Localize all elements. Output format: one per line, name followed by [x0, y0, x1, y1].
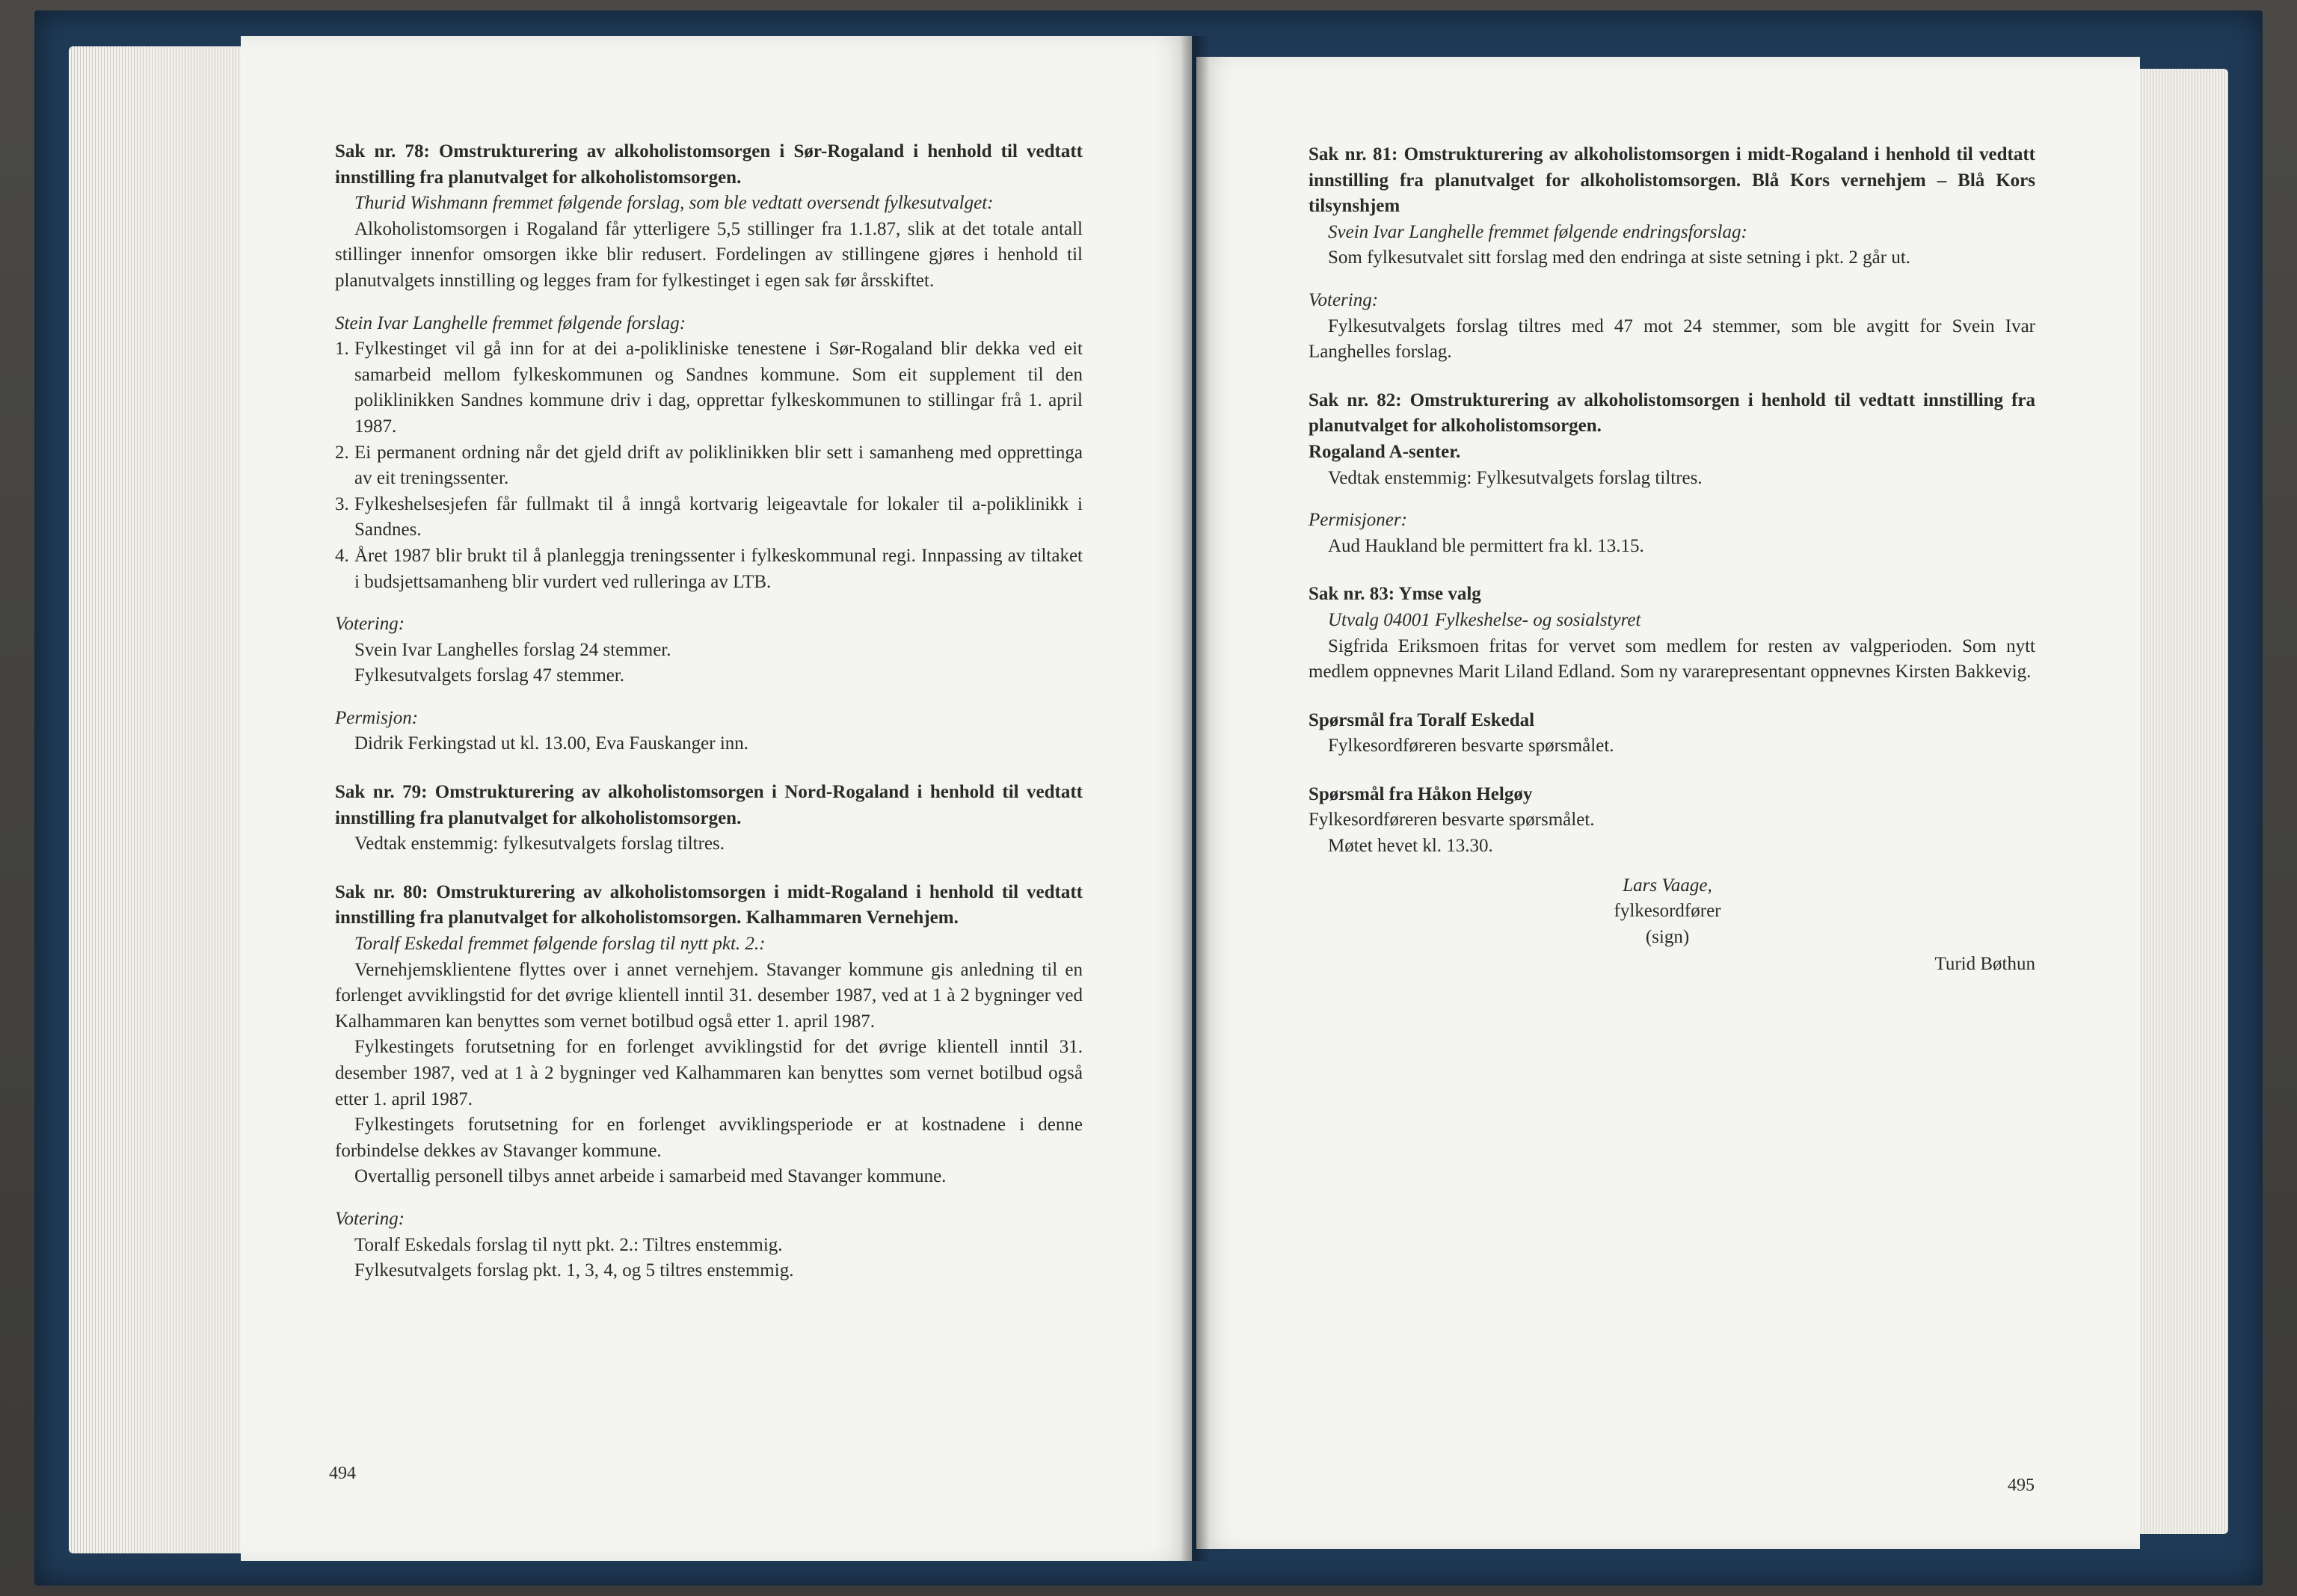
section-heading: Sak nr. 79: Omstrukturering av alkoholistomsorgen i Nord-Rogaland i henhold til vedtatt innstilling fra planutvalget for alkoholistomsorgen.: [335, 782, 1083, 828]
paragraph: Fylkestingets forutsetning for en forlenget avviklingstid for det øvrige klientell inntil 31. desember 1987, ved at 1 à 2 bygninger ved Kalhammaren kan benyttes som vernet botilbud også etter 1. april 1987.: [335, 1037, 1083, 1109]
paragraph: Alkoholistomsorgen i Rogaland får ytterligere 5,5 stillinger fra 1.1.87, slik at det totale antall stillinger innenfor omsorgen ikke blir redusert. Fordelingen av stillingene gjøres i henhold til planutvalgets innstilling og legges fram for fylkestinget i egen sak før årsskiftet.: [335, 218, 1083, 291]
list-item-number: 1.: [335, 339, 349, 360]
right-page: [1196, 57, 2140, 1549]
list-item-number: 3.: [335, 493, 349, 514]
italic-paragraph: Utvalg 04001 Fylkeshelse- og sosialstyret: [1328, 609, 1641, 630]
book-gutter: [1180, 36, 1210, 1561]
signature-sign: (sign): [1645, 926, 1690, 947]
italic-label: Votering:: [1309, 289, 1379, 310]
section-heading: Sak nr. 80: Omstrukturering av alkoholistomsorgen i midt-Rogaland i henhold til vedtatt innstilling fra planutvalget for alkoholistomsorgen. Kalhammaren Vernehjem.: [335, 881, 1083, 928]
page-number-right: 495: [2008, 1476, 2035, 1495]
section-heading: Rogaland A-senter.: [1309, 441, 1461, 462]
section-heading: Spørsmål fra Toralf Eskedal: [1309, 709, 1535, 730]
paragraph: Fylkestingets forutsetning for en forlenget avviklingsperiode er at kostnadene i denne forbindelse dekkes av Stavanger kommune.: [335, 1115, 1083, 1161]
text-line: Møtet hevet kl. 13.30.: [1328, 836, 1493, 857]
list-item-text: Året 1987 blir brukt til å planleggja treningssenter i fylkeskommunal regi. Innpassing av tiltaket i budsjettsamanheng blir vurdert ved rulleringa av LTB.: [354, 545, 1083, 592]
italic-label: Permisjon:: [335, 707, 419, 728]
text-line: Svein Ivar Langhelles forslag 24 stemmer.: [354, 639, 671, 660]
list-item-number: 2.: [335, 442, 349, 463]
italic-label: Permisjoner:: [1309, 510, 1407, 531]
page-edges-left: [69, 46, 247, 1553]
secretary-name: Turid Bøthun: [1934, 954, 2035, 975]
section-heading: Spørsmål fra Håkon Helgøy: [1309, 783, 1533, 804]
italic-label: Votering:: [335, 614, 405, 635]
section-heading: Sak nr. 83: Ymse valg: [1309, 584, 1481, 605]
list-item: [335, 440, 1083, 492]
paragraph: Sigfrida Eriksmoen fritas for vervet som medlem for resten av valgperioden. Som nytt medlem oppnevnes Marit Liland Edland. Som ny vararepresentant oppnevnes Kirsten Bakkevig.: [1309, 635, 2035, 683]
text-line: Vedtak enstemmig: Fylkesutvalgets forslag tiltres.: [1328, 467, 1703, 488]
italic-paragraph: Svein Ivar Langhelle fremmet følgende endringsforslag:: [1328, 221, 1747, 242]
italic-paragraph: Toralf Eskedal fremmet følgende forslag til nytt pkt. 2.:: [354, 934, 766, 955]
list-item: [335, 336, 1083, 440]
list-item-text: Fylkeshelsesjefen får fullmakt til å inngå kortvarig leigeavtale for lokaler til a-poliklinikk i Sandnes.: [354, 493, 1083, 540]
list-item: [335, 543, 1083, 595]
text-line: Didrik Ferkingstad ut kl. 13.00, Eva Fauskanger inn.: [354, 733, 749, 754]
list-item-text: Ei permanent ordning når det gjeld drift av poliklinikken blir sett i samanheng med opprettinga av eit treningssenter.: [354, 442, 1083, 489]
page-number-left: 494: [329, 1464, 356, 1483]
left-page: [241, 36, 1192, 1561]
text-line: Fylkesutvalgets forslag pkt. 1, 3, 4, og 5 tiltres enstemmig.: [354, 1260, 794, 1281]
text-line: Fylkesordføreren besvarte spørsmålet.: [1328, 736, 1614, 757]
section-heading: Sak nr. 82: Omstrukturering av alkoholistomsorgen i henhold til vedtatt innstilling fra planutvalget for alkoholistomsorgen.: [1309, 389, 2035, 437]
text-line: Som fylkesutvalet sitt forslag med den endringa at siste setning i pkt. 2 går ut.: [1328, 247, 1911, 268]
text-line: Toralf Eskedals forslag til nytt pkt. 2.: Tiltres enstemmig.: [354, 1234, 783, 1255]
text-line: Fylkesutvalgets forslag 47 stemmer.: [354, 665, 625, 686]
signature-title: fylkesordfører: [1614, 901, 1721, 922]
paragraph: Fylkesordføreren besvarte spørsmålet.: [1309, 810, 1595, 831]
text-line: Aud Haukland ble permittert fra kl. 13.15.: [1328, 535, 1644, 556]
right-page-text: [1309, 142, 2035, 978]
list-item-number: 4.: [335, 545, 349, 566]
italic-paragraph: Thurid Wishmann fremmet følgende forslag, som ble vedtatt oversendt fylkesutvalget:: [354, 193, 994, 214]
italic-label: Stein Ivar Langhelle fremmet følgende forslag:: [335, 312, 686, 333]
numbered-list: [335, 336, 1083, 595]
list-item: [335, 492, 1083, 543]
section-heading: Sak nr. 81: Omstrukturering av alkoholistomsorgen i midt-Rogaland i henhold til vedtatt innstilling fra planutvalget for alkoholistomsorgen. Blå Kors vernehjem – Blå Kors tilsynshjem: [1309, 144, 2035, 217]
paragraph: Fylkesutvalgets forslag tiltres med 47 mot 24 stemmer, som ble avgitt for Svein Ivar Langhelles forslag.: [1309, 315, 2035, 363]
paragraph: Vernehjemsklientene flyttes over i annet vernehjem. Stavanger kommune gis anledning til en forlenget avviklingstid for det øvrige klientell inntil 31. desember 1987, ved at 1 à 2 bygninger ved Kalhammaren kan benyttes som vernet botilbud også etter 1. april 1987.: [335, 959, 1083, 1032]
left-page-text: [335, 139, 1083, 1284]
italic-label: Votering:: [335, 1208, 405, 1229]
signature-name: Lars Vaage,: [1623, 875, 1712, 896]
text-line: Vedtak enstemmig: fylkesutvalgets forslag tiltres.: [354, 834, 725, 854]
list-item-text: Fylkestinget vil gå inn for at dei a-polikliniske tenestene i Sør-Rogaland blir dekka ved eit samarbeid mellom fylkeskommunen og Sandnes kommune. Som eit supplement til den poliklinikken Sandnes kommune driv i dag, opprettar fylkeskommunen to stillingar frå 1. april 1987.: [354, 339, 1083, 437]
section-heading: Sak nr. 78: Omstrukturering av alkoholistomsorgen i Sør-Rogaland i henhold til vedtatt innstilling fra planutvalget for alkoholistomsorgen.: [335, 141, 1083, 188]
signature-block: [1570, 873, 1765, 951]
paragraph: Overtallig personell tilbys annet arbeide i samarbeid med Stavanger kommune.: [354, 1166, 947, 1187]
